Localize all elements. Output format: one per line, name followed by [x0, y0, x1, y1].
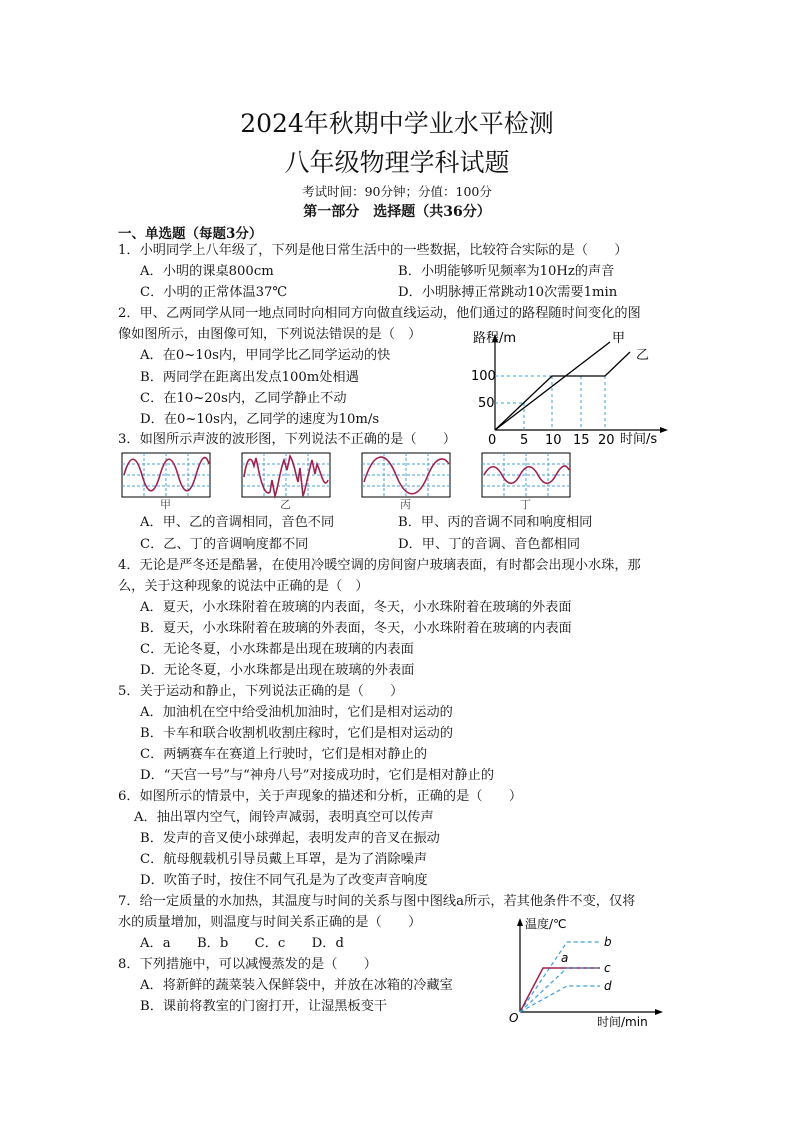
q2-option-a: A．在0~10s内，甲同学比乙同学运动的快 — [140, 348, 391, 363]
exam-info: 考试时间：90分钟；分值：100分 — [302, 184, 492, 199]
series-label-jia: 甲 — [612, 331, 626, 346]
q1-option-c: C．小明的正常体温37℃ — [140, 285, 288, 300]
q1-option-d: D．小明脉搏正常跳动10次需要1min — [398, 285, 618, 300]
wave-label-ding: 丁 — [520, 498, 531, 510]
q5-option-d: D．“天宫一号”与“神舟八号”对接成功时，它们是相对静止的 — [140, 768, 495, 783]
temperature-time-graph — [505, 912, 685, 1032]
q5-option-b: B．卡车和联合收割机收割庄稼时，它们是相对运动的 — [140, 726, 454, 741]
q7-stem-line2: 水的质量增加，则温度与时间关系正确的是（ ） — [118, 915, 422, 930]
t-x-axis-arrow — [655, 1009, 663, 1015]
distance-time-graph — [470, 330, 680, 448]
q2-option-b: B．两同学在距离出发点100m处相遇 — [140, 370, 359, 385]
section-heading: 一、单选题（每题3分） — [118, 226, 263, 242]
waveform-ding — [482, 453, 570, 497]
q5-option-a: A．加油机在空中给受油机加油时，它们是相对运动的 — [140, 705, 453, 720]
exam-title: 2024年秋期中学业水平检测 — [240, 109, 554, 138]
q5-option-c: C．两辆赛车在赛道上行驶时，它们是相对静止的 — [140, 747, 428, 762]
q2-stem-line1: 2．甲、乙两同学从同一地点同时向相同方向做直线运动，他们通过的路程随时间变化的图 — [118, 306, 641, 321]
t-y-axis-arrow — [517, 918, 523, 926]
q8-option-b: B．课前将教室的门窗打开，让湿黑板变干 — [140, 999, 388, 1014]
q2-option-c: C．在10~20s内，乙同学静止不动 — [140, 391, 347, 406]
q2-stem-line2: 像如图所示，由图像可知，下列说法错误的是（ ） — [118, 327, 422, 342]
waveform-jia — [122, 453, 210, 497]
x-axis-label: 时间/s — [620, 432, 658, 447]
q3-option-a: A．甲、乙的音调相同，音色不同 — [140, 515, 335, 530]
q6-option-d: D．吹笛子时，按住不同气孔是为了改变声音响度 — [140, 873, 428, 888]
wave-label-yi: 乙 — [280, 498, 291, 510]
x-axis-arrow — [660, 427, 668, 433]
q6-stem: 6．如图所示的情景中，关于声现象的描述和分析，正确的是（ ） — [118, 789, 523, 804]
q3-option-c: C．乙、丁的音调响度都不同 — [140, 537, 309, 552]
q6-option-c: C．航母舰载机引导员戴上耳罩，是为了消除噪声 — [140, 852, 428, 867]
origin-label: 0 — [488, 433, 497, 448]
q3-option-d: D．甲、丁的音调、音色都相同 — [398, 537, 581, 552]
exam-subtitle: 八年级物理学科试题 — [284, 148, 510, 177]
q7-stem-line1: 7．给一定质量的水加热，其温度与时间的关系与图中图线a所示，若其他条件不变，仅将 — [118, 894, 636, 909]
q3-option-b: B．甲、丙的音调不同和响度相同 — [398, 515, 593, 530]
y-tick-100: 100 — [471, 369, 496, 384]
q5-stem: 5．关于运动和静止，下列说法正确的是（ ） — [118, 684, 404, 699]
x-tick-20: 20 — [598, 433, 615, 448]
curve-label-c: c — [604, 961, 611, 975]
q6-option-b: B．发声的音叉使小球弹起，表明发声的音叉在振动 — [140, 831, 440, 846]
q4-option-b: B．夏天，小水珠附着在玻璃的外表面，冬天，小水珠附着在玻璃的内表面 — [140, 621, 572, 636]
q2-option-d: D．在0~10s内，乙同学的速度为10m/s — [140, 412, 380, 427]
waveform-panels — [120, 452, 580, 510]
y-axis-label: 路程/m — [473, 331, 517, 346]
q4-option-d: D．无论冬夏，小水珠都是出现在玻璃的外表面 — [140, 663, 415, 678]
q4-stem-line1: 4．无论是严冬还是酷暑，在使用冷暖空调的房间窗户玻璃表面，有时都会出现小水珠，那 — [118, 558, 641, 573]
q8-stem: 8．下列措施中，可以减慢蒸发的是（ ） — [118, 957, 377, 972]
x-tick-10: 10 — [545, 433, 562, 448]
q1-stem: 1．小明同学上八年级了，下列是他日常生活中的一些数据，比较符合实际的是（ ） — [118, 243, 628, 258]
y-tick-50: 50 — [478, 396, 495, 411]
series-label-yi: 乙 — [636, 348, 650, 363]
t-origin-label: O — [509, 1011, 519, 1025]
t-x-axis-label: 时间/min — [597, 1015, 648, 1029]
part-heading: 第一部分 选择题（共36分） — [303, 204, 491, 220]
waveform-bing — [362, 453, 450, 497]
curve-label-b: b — [604, 935, 612, 949]
q6-option-a: A．抽出罩内空气，闹铃声减弱，表明真空可以传声 — [134, 810, 434, 825]
curve-label-a: a — [561, 951, 569, 965]
wave-label-bing: 丙 — [400, 498, 411, 510]
x-tick-5: 5 — [520, 433, 529, 448]
q3-stem: 3．如图所示声波的波形图，下列说法不正确的是（ ） — [118, 432, 457, 447]
q4-option-a: A．夏天，小水珠附着在玻璃的内表面，冬天，小水珠附着在玻璃的外表面 — [140, 600, 572, 615]
q4-option-c: C．无论冬夏，小水珠都是出现在玻璃的内表面 — [140, 642, 414, 657]
q1-option-a: A．小明的课桌800cm — [140, 264, 274, 279]
q7-options: A．a B．b C．c D．d — [140, 936, 344, 951]
q4-stem-line2: 么，关于这种现象的说法中正确的是（ ） — [118, 579, 369, 594]
q8-option-a: A．将新鲜的蔬菜装入保鲜袋中，并放在冰箱的冷藏室 — [140, 978, 453, 993]
x-tick-15: 15 — [573, 433, 590, 448]
curve-label-d: d — [604, 979, 612, 993]
line-jia — [495, 342, 610, 430]
waveform-yi — [242, 453, 330, 497]
q1-option-b: B．小明能够听见频率为10Hz的声音 — [398, 264, 615, 279]
wave-label-jia: 甲 — [160, 498, 171, 510]
t-y-axis-label: 温度/℃ — [525, 917, 567, 931]
line-yi — [495, 352, 630, 430]
